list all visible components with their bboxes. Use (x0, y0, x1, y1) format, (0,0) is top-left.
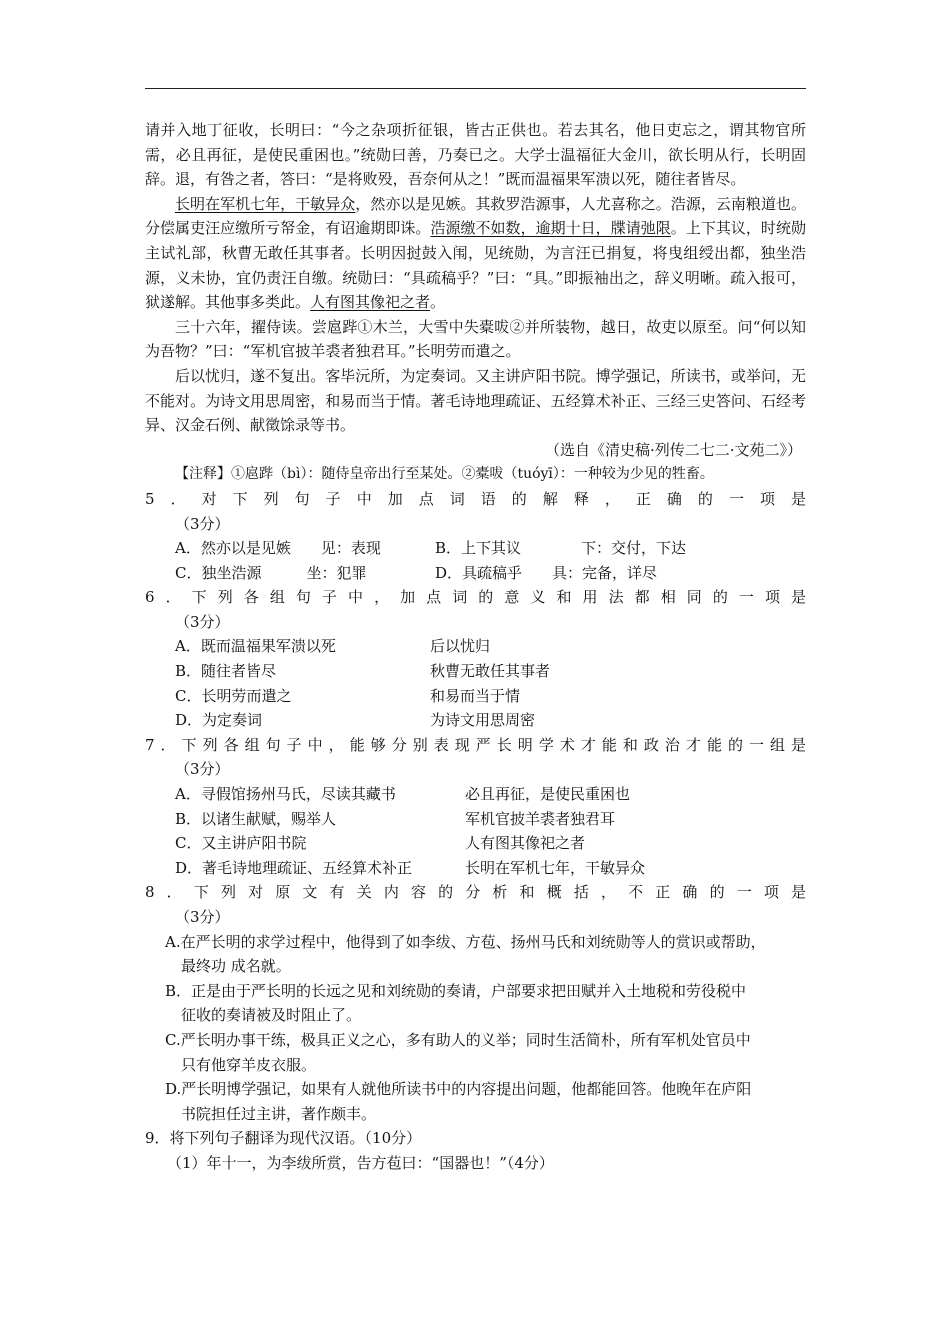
option-c[interactable]: C．又主讲庐阳书院 人有图其像祀之者 (175, 834, 586, 853)
question-8 (145, 880, 806, 1126)
option-row (145, 536, 806, 561)
question-stem: 5．对下列句子中加点词语的解释，正确的一项是 (145, 489, 806, 508)
question-stem: 6．下列各组句子中，加点词的意义和用法都相同的一项是 (145, 588, 806, 607)
option-a[interactable]: A.在严长明的求学过程中，他得到了如李绂、方苞、扬州马氏和刘统勋等人的赏识或帮助， 最终功 成名就。 (165, 932, 766, 976)
option-b[interactable]: B．随往者皆尽 秋曹无敢任其事者 (175, 662, 551, 681)
question-points: （3分） (175, 760, 230, 779)
passage-paragraph-1: 请并入地丁征收，长明曰：“今之杂项折征银，皆古正供也。若去其名，他日吏忘之，谓其物官所需，必且再征，是使民重困也。”统勋曰善，乃奏已之。大学士温福征大金川，欲长明从行，长明固辞。退，有咎之者，答曰：“是将败殁，吾奈何从之！”既而温福果军溃以死，随往者皆尽。 (145, 121, 806, 189)
underlined-sentence-3: 人有图其像祀之者 (310, 293, 431, 312)
option-d[interactable]: D．为定奏词 为诗文用思周密 (175, 711, 536, 730)
question-points: （3分） (175, 908, 230, 926)
question-stem: 7．下列各组句子中，能够分别表现严长明学术才能和政治才能的一组是 (145, 735, 806, 754)
option-b[interactable]: B．正是由于严长明的长远之见和刘统勋的奏请，户部要求把田赋并入土地税和劳役税中 征收的奏请被及时阻止了。 (165, 981, 747, 1025)
option-d[interactable]: D．著毛诗地理疏证、五经算术补正 长明在军机七年，干敏异众 (175, 858, 646, 877)
translation-item-1: （1）年十一，为李绂所赏，告方苞曰：“国器也！”（4分） (167, 1153, 554, 1172)
passage-paragraph-4: 后以忧归，遂不复出。客毕沅所，为定奏词。又主讲庐阳书院。博学强记，所读书，或举问，无不能对。为诗文用思周密，和易而当于情。著毛诗地理疏证、五经算术补正、三经三史答问、石经考异、汉金石例、献徵馀录等书。 (145, 366, 806, 435)
question-6 (145, 585, 806, 733)
option-d[interactable]: D．具疏稿乎 具：完备，详尽 (435, 563, 658, 582)
underlined-sentence-1: 长明在军机七年，干敏异众 (175, 194, 356, 213)
passage-paragraph-2: 长明在军机七年，干敏异众，然亦以是见嫉。其救罗浩源事，人尤喜称之。浩源，云南粮道也。分偿属吏汪应缴所亏帑金，有诏逾期即诛。浩源缴不如数，逾期十日，牒请弛限。上下其议，时统勋主试礼部，秋曹无敢任其事者。长明因挝鼓入闱，见统勋，为言汪已捐复，将曳组绶出都，独坐浩源，义未协，宜仍责汪自缴。统勋曰：“具疏稿乎？”曰：“具。”即振袖出之，辞义明晰。疏入报可，狱遂解。其他事多类此。人有图其像祀之者。 (145, 194, 806, 312)
header-rule (145, 88, 806, 89)
option-row (145, 561, 806, 586)
option-b[interactable]: B．以诸生献赋，赐举人 军机官披羊裘者独君耳 (175, 809, 616, 828)
question-7 (145, 733, 806, 881)
annotation-note: 【注释】①扈跸（bì）：随侍皇帝出行至某处。②橐㕹（tuóyī）：一种较为少见的牲畜。 (175, 466, 714, 483)
option-a[interactable]: A．寻假馆扬州马氏，尽读其藏书 必且再征，是使民重困也 (175, 785, 631, 804)
option-b[interactable]: B．上下其议 下：交付，下达 (435, 539, 687, 558)
option-c[interactable]: C．独坐浩源 坐：犯罪 (175, 563, 367, 582)
option-a[interactable]: A．既而温福果军溃以死 后以忧归 (175, 637, 491, 656)
question-stem: 9．将下列句子翻译为现代汉语。（10分） (145, 1129, 422, 1148)
question-points: （3分） (175, 612, 230, 631)
question-9 (145, 1126, 806, 1175)
option-c[interactable]: C.严长明办事干练，极具正义之心，多有助人的义举；同时生活简朴，所有军机处官员中 只有他穿羊皮衣服。 (165, 1030, 751, 1074)
question-5 (145, 487, 806, 585)
question-stem: 8．下列对原文有关内容的分析和概括，不正确的一项是 (145, 883, 806, 902)
document-page (145, 118, 806, 1176)
option-d[interactable]: D.严长明博学强记，如果有人就他所读书中的内容提出问题，他都能回答。他晚年在庐阳 书院担任过主讲，著作颇丰。 (165, 1080, 752, 1123)
source-citation: （选自《清史稿·列传二七二·文苑二》） (544, 440, 802, 459)
option-a[interactable]: A．然亦以是见嫉 见：表现 (175, 539, 381, 558)
underlined-sentence-2: 浩源缴不如数，逾期十日，牒请弛限 (430, 219, 671, 238)
passage-paragraph-3: 三十六年，擢侍读。尝扈跸①木兰，大雪中失橐㕹②并所装物，越日，故吏以原至。问“何以知为吾物？”曰：“军机官披羊裘者独君耳。”长明劳而遣之。 (145, 317, 806, 361)
question-points: （3分） (175, 514, 230, 533)
option-c[interactable]: C．长明劳而遣之 和易而当于情 (175, 686, 521, 705)
